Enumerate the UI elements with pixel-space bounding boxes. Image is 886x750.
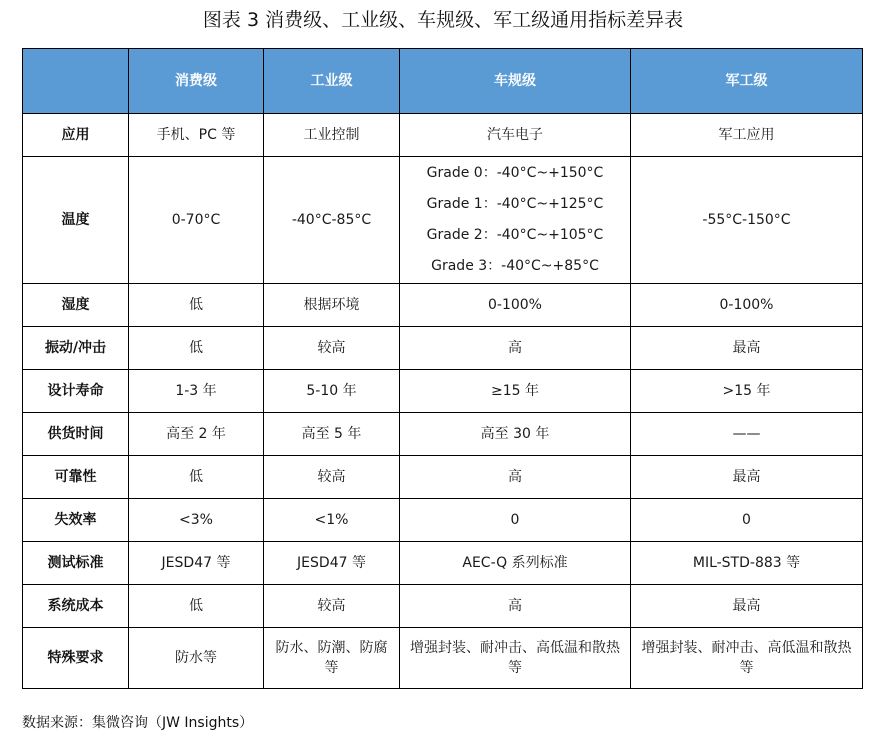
cell: 0-70°C xyxy=(129,157,264,284)
cell: <1% xyxy=(264,499,400,542)
cell: 高至 2 年 xyxy=(129,413,264,456)
grade-line: Grade 1：-40°C~+125°C xyxy=(426,196,604,212)
cell: AEC-Q 系列标准 xyxy=(400,542,631,585)
grade-line: Grade 3：-40°C~+85°C xyxy=(431,258,599,274)
cell: 1-3 年 xyxy=(129,370,264,413)
cell: 根据环境 xyxy=(264,284,400,327)
cell: 高 xyxy=(400,585,631,628)
cell: 0-100% xyxy=(631,284,863,327)
cell-grades xyxy=(400,157,631,284)
grade-line: Grade 0：-40°C~+150°C xyxy=(426,165,604,181)
table-row xyxy=(23,413,863,456)
table-row xyxy=(23,157,863,284)
table-row xyxy=(23,284,863,327)
row-label: 失效率 xyxy=(23,499,129,542)
cell: 高至 30 年 xyxy=(400,413,631,456)
cell: 防水、防潮、防腐等 xyxy=(264,628,400,689)
cell: MIL-STD-883 等 xyxy=(631,542,863,585)
row-label: 应用 xyxy=(23,114,129,157)
row-label: 设计寿命 xyxy=(23,370,129,413)
cell: —— xyxy=(631,413,863,456)
cell: 低 xyxy=(129,284,264,327)
header-row xyxy=(23,49,863,114)
row-label: 测试标准 xyxy=(23,542,129,585)
cell: >15 年 xyxy=(631,370,863,413)
row-label: 湿度 xyxy=(23,284,129,327)
cell: -55°C-150°C xyxy=(631,157,863,284)
row-label: 供货时间 xyxy=(23,413,129,456)
table-row xyxy=(23,585,863,628)
cell: 0-100% xyxy=(400,284,631,327)
row-label: 可靠性 xyxy=(23,456,129,499)
cell: 高 xyxy=(400,456,631,499)
cell: 最高 xyxy=(631,327,863,370)
cell: 低 xyxy=(129,327,264,370)
table-row xyxy=(23,327,863,370)
header-consumer: 消费级 xyxy=(129,49,264,114)
header-military: 军工级 xyxy=(631,49,863,114)
cell: 军工应用 xyxy=(631,114,863,157)
header-corner xyxy=(23,49,129,114)
cell: 低 xyxy=(129,456,264,499)
cell: 增强封装、耐冲击、高低温和散热等 xyxy=(400,628,631,689)
cell: JESD47 等 xyxy=(264,542,400,585)
table-row xyxy=(23,456,863,499)
cell: 较高 xyxy=(264,327,400,370)
cell: 手机、PC 等 xyxy=(129,114,264,157)
grade-line: Grade 2：-40°C~+105°C xyxy=(426,227,604,243)
cell: 较高 xyxy=(264,585,400,628)
row-label: 温度 xyxy=(23,157,129,284)
cell: 0 xyxy=(400,499,631,542)
comparison-table xyxy=(22,48,863,689)
table-row xyxy=(23,628,863,689)
table-row xyxy=(23,499,863,542)
cell: 高至 5 年 xyxy=(264,413,400,456)
cell: 汽车电子 xyxy=(400,114,631,157)
table-title: 图表 3 消费级、工业级、车规级、军工级通用指标差异表 xyxy=(202,9,684,31)
row-label: 特殊要求 xyxy=(23,628,129,689)
cell: 最高 xyxy=(631,585,863,628)
data-source-note: 数据来源：集微咨询（JW Insights） xyxy=(22,715,254,731)
cell: 工业控制 xyxy=(264,114,400,157)
cell: 最高 xyxy=(631,456,863,499)
table-row xyxy=(23,370,863,413)
cell: 5-10 年 xyxy=(264,370,400,413)
table-row xyxy=(23,114,863,157)
cell: JESD47 等 xyxy=(129,542,264,585)
cell: 增强封装、耐冲击、高低温和散热等 xyxy=(631,628,863,689)
cell: -40°C-85°C xyxy=(264,157,400,284)
cell: 较高 xyxy=(264,456,400,499)
row-label: 系统成本 xyxy=(23,585,129,628)
cell: ≥15 年 xyxy=(400,370,631,413)
cell: 防水等 xyxy=(129,628,264,689)
cell: 0 xyxy=(631,499,863,542)
cell: 低 xyxy=(129,585,264,628)
cell: <3% xyxy=(129,499,264,542)
cell: 高 xyxy=(400,327,631,370)
header-industrial: 工业级 xyxy=(264,49,400,114)
table-row xyxy=(23,542,863,585)
header-automotive: 车规级 xyxy=(400,49,631,114)
row-label: 振动/冲击 xyxy=(23,327,129,370)
